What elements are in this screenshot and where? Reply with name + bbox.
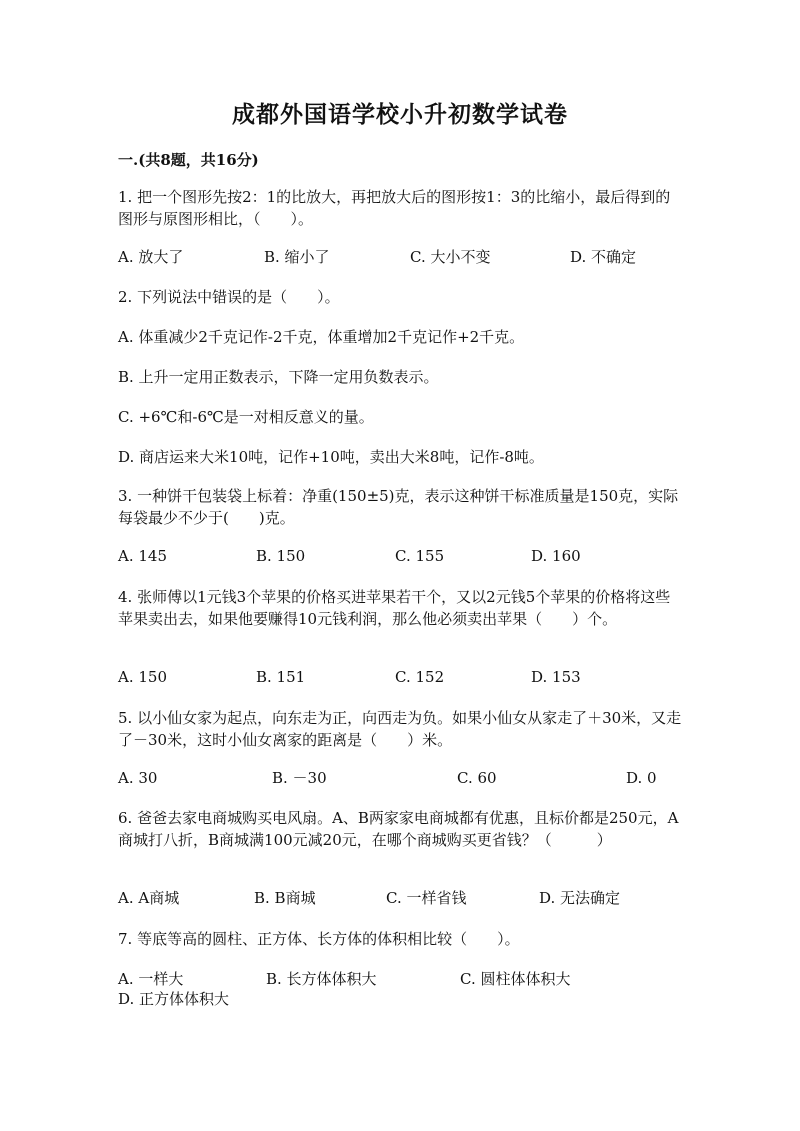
question-6: 6. 爸爸去家电商城购买电风扇。A、B两家家电商城都有优惠，且标价都是250元，A商城打八折，B商城满100元减20元，在哪个商城购买更省钱？（ ） <box>118 809 679 849</box>
question-4: 4. 张师傅以1元钱3个苹果的价格买进苹果若干个，又以2元钱5个苹果的价格将这些苹果卖出去，如果他要赚得10元钱利润，那么他必须卖出苹果（ ）个。 <box>118 588 671 628</box>
option-c[interactable]: C. 大小不变 <box>410 248 491 266</box>
question-4-options <box>118 666 678 688</box>
question-3-options <box>118 545 678 567</box>
question-1-options <box>118 246 678 268</box>
option-c[interactable]: C. 60 <box>457 769 497 787</box>
question-7: 7. 等底等高的圆柱、正方体、长方体的体积相比较（ ）。 <box>118 930 520 948</box>
question-1: 1. 把一个图形先按2：1的比放大，再把放大后的图形按1：3的比缩小，最后得到的图形与原图形相比，（ ）。 <box>118 188 671 228</box>
option-b[interactable]: B. 150 <box>256 547 306 565</box>
option-a[interactable]: A. A商城 <box>118 889 180 907</box>
statement-c[interactable]: C. +6℃和-6℃是一对相反意义的量。 <box>118 408 374 426</box>
question-2: 2. 下列说法中错误的是（ ）。 <box>118 288 340 306</box>
question-5: 5. 以小仙女家为起点，向东走为正，向西走为负。如果小仙女从家走了＋30米，又走了－30米，这时小仙女离家的距离是（ ）米。 <box>118 709 682 749</box>
option-b[interactable]: B. －30 <box>272 769 327 787</box>
option-d[interactable]: D. 不确定 <box>570 248 637 266</box>
statement-d[interactable]: D. 商店运来大米10吨，记作+10吨，卖出大米8吨，记作-8吨。 <box>118 448 544 466</box>
option-b[interactable]: B. 151 <box>256 668 306 686</box>
option-c[interactable]: C. 圆柱体体积大 <box>460 970 571 988</box>
statement-b[interactable]: B. 上升一定用正数表示，下降一定用负数表示。 <box>118 368 439 386</box>
option-d[interactable]: D. 153 <box>531 668 581 686</box>
option-d[interactable]: D. 160 <box>531 547 581 565</box>
option-a[interactable]: A. 30 <box>118 769 158 787</box>
question-6-options <box>118 887 678 909</box>
section-heading: 一.(共8题，共16分) <box>118 151 259 169</box>
option-c[interactable]: C. 155 <box>395 547 445 565</box>
question-7-options <box>118 968 678 1008</box>
question-3: 3. 一种饼干包装袋上标着：净重(150±5)克，表示这种饼干标准质量是150克，实际每袋最少不少于( )克。 <box>118 487 679 527</box>
option-c[interactable]: C. 一样省钱 <box>386 889 467 907</box>
option-b[interactable]: B. B商城 <box>254 889 316 907</box>
option-a[interactable]: A. 150 <box>118 668 167 686</box>
page-title: 成都外国语学校小升初数学试卷 <box>232 101 568 128</box>
statement-a[interactable]: A. 体重减少2千克记作-2千克，体重增加2千克记作+2千克。 <box>118 328 525 346</box>
option-a[interactable]: A. 145 <box>118 547 167 565</box>
option-d[interactable]: D. 0 <box>626 769 657 787</box>
option-d[interactable]: D. 正方体体积大 <box>118 990 230 1008</box>
option-b[interactable]: B. 缩小了 <box>264 248 330 266</box>
option-b[interactable]: B. 长方体体积大 <box>266 970 377 988</box>
option-d[interactable]: D. 无法确定 <box>539 889 621 907</box>
option-a[interactable]: A. 一样大 <box>118 970 184 988</box>
option-c[interactable]: C. 152 <box>395 668 445 686</box>
option-a[interactable]: A. 放大了 <box>118 248 184 266</box>
question-5-options <box>118 767 678 789</box>
